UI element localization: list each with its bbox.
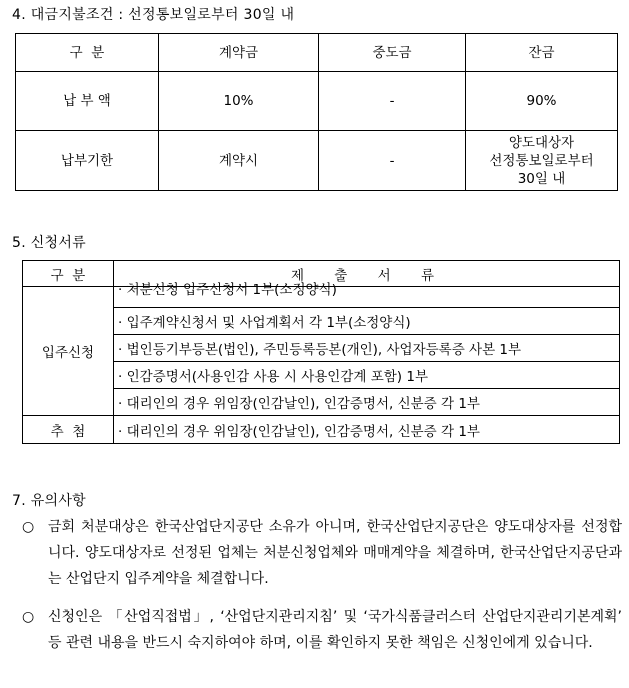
header-balance: 잔금 <box>466 34 618 72</box>
note-text: 신청인은 「산업직접법」, ‘산업단지관리지침’ 및 ‘국가식품클러스터 산업단지관리기본계획’ 등 관련 내용을 반드시 숙지하여야 하며, 이를 확인하지 못한 책임은 신청인에게 있습니다. <box>48 609 622 651</box>
table-row <box>23 287 620 308</box>
balance-cell: 90% <box>466 72 618 131</box>
document-item-text: · 처분신청 입주신청서 1부(소정양식) <box>118 282 337 298</box>
table-header-row <box>16 34 618 72</box>
payment-terms-table <box>15 33 618 191</box>
balance-cell <box>466 131 618 191</box>
deposit-cell: 계약시 <box>159 131 319 191</box>
header-division: 구 분 <box>23 261 114 287</box>
note-text: 금회 처분대상은 한국산업단지공단 소유가 아니며, 한국산업단지공단은 양도대상자를 선정합니다. 양도대상자로 선정된 업체는 처분신청업체와 매매계약을 체결하며, 한국산업단지공단과는 산업단지 입주계약을 체결합니다. <box>48 519 622 587</box>
table-row <box>16 131 618 191</box>
document-item: · 입주계약신청서 및 사업계획서 각 1부(소정양식) <box>114 308 620 335</box>
notes-list <box>22 514 622 656</box>
document-item: · 인감증명서(사용인감 사용 시 사용인감계 포함) 1부 <box>114 362 620 389</box>
balance-line: 선정통보일로부터 <box>489 152 594 169</box>
table-row <box>16 72 618 131</box>
document-item: · 법인등기부등본(법인), 주민등록등본(개인), 사업자등록증 사본 1부 <box>114 335 620 362</box>
document-item: · 대리인의 경우 위임장(인감날인), 인감증명서, 신분증 각 1부 <box>114 416 620 444</box>
circle-bullet-icon: ○ <box>22 519 35 535</box>
header-documents: 제 출 서 류 <box>114 261 620 287</box>
balance-line: 양도대상자 <box>508 134 575 151</box>
section-5-heading: 5. 신청서류 <box>12 235 87 251</box>
header-division: 구 분 <box>16 34 159 72</box>
row-label: 납부기한 <box>16 131 159 191</box>
row-label: 납 부 액 <box>16 72 159 131</box>
circle-bullet-icon: ○ <box>22 609 35 625</box>
interim-cell: - <box>319 72 466 131</box>
section-7-heading: 7. 유의사항 <box>12 493 87 509</box>
document-item: · 대리인의 경우 위임장(인감날인), 인감증명서, 신분증 각 1부 <box>114 389 620 416</box>
table-row <box>23 416 620 444</box>
group-label-move-in: 입주신청 <box>23 287 114 416</box>
note-item <box>22 514 622 592</box>
group-label-lottery: 추 첨 <box>23 416 114 444</box>
header-interim: 중도금 <box>319 34 466 72</box>
note-item <box>22 604 622 656</box>
documents-table <box>22 260 620 444</box>
header-deposit: 계약금 <box>159 34 319 72</box>
deposit-cell: 10% <box>159 72 319 131</box>
interim-cell: - <box>319 131 466 191</box>
balance-line: 30일 내 <box>517 170 566 187</box>
section-4-heading: 4. 대금지불조건 : 선정통보일로부터 30일 내 <box>12 7 295 23</box>
document-item <box>114 282 620 308</box>
